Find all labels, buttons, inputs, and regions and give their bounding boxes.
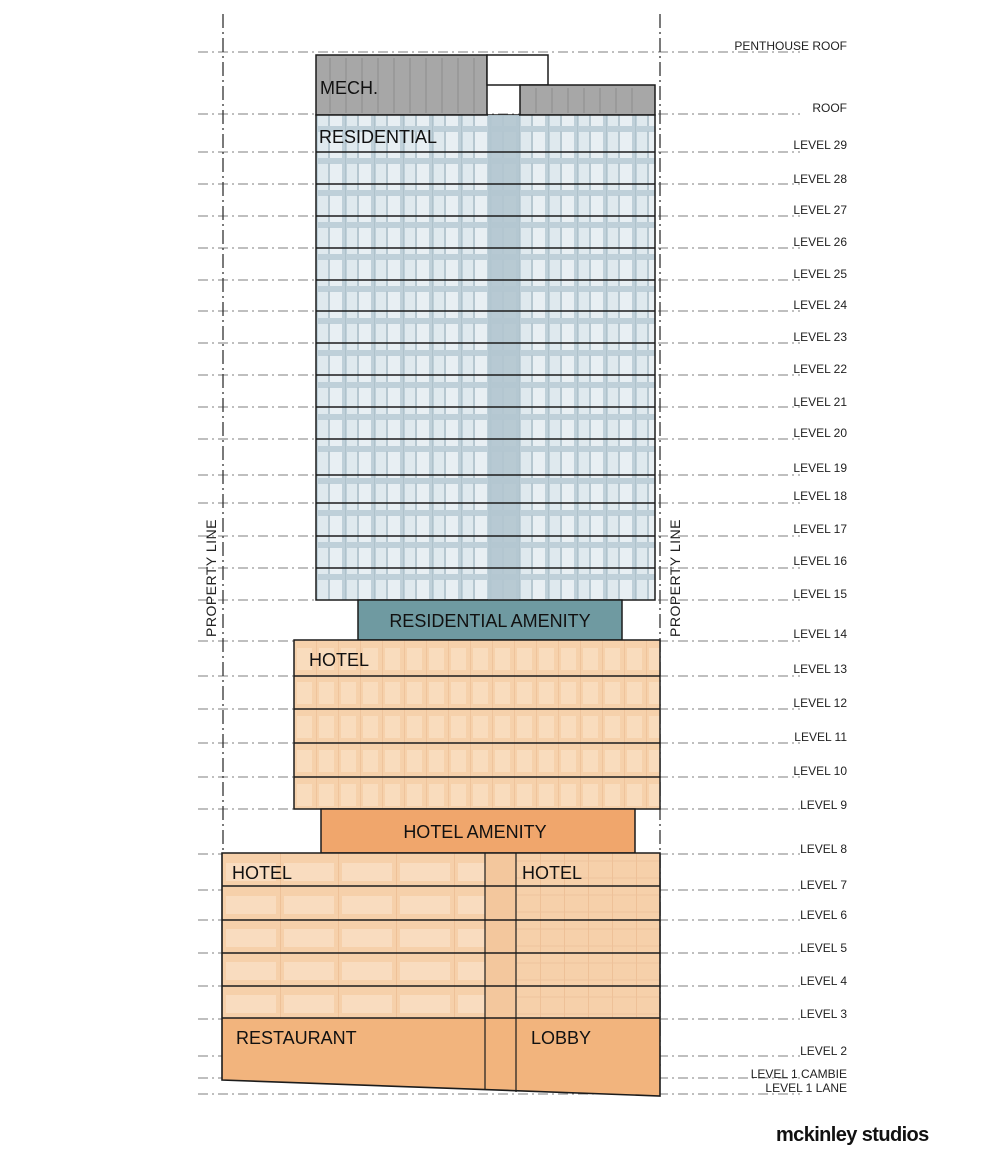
zone-label-mech: MECH.: [320, 78, 378, 98]
level-label-level-14: LEVEL 14: [793, 627, 847, 641]
level-label-level-6: LEVEL 6: [800, 908, 847, 922]
level-label-level-11: LEVEL 11: [794, 730, 847, 744]
residential-tower: [316, 115, 655, 600]
zone-label-hotel-amenity: HOTEL AMENITY: [403, 822, 547, 842]
level-label-level-21: LEVEL 21: [793, 395, 847, 409]
level-label-level-17: LEVEL 17: [793, 522, 847, 536]
zone-label-hotel-lower-right: HOTEL: [522, 863, 583, 883]
level-label-level-20: LEVEL 20: [793, 426, 847, 440]
level-label-level-29: LEVEL 29: [793, 138, 847, 152]
zone-label-residential-amenity: RESIDENTIAL AMENITY: [389, 611, 591, 631]
level-label-level-19: LEVEL 19: [793, 461, 847, 475]
property-line-label-left: PROPERTY LINE: [203, 518, 219, 637]
level-label-level-28: LEVEL 28: [793, 172, 847, 186]
level-label-level-9: LEVEL 9: [800, 798, 847, 812]
level-label-level-7: LEVEL 7: [800, 878, 847, 892]
brand-wordmark: mckinley studios: [776, 1124, 929, 1146]
level-label-level-2: LEVEL 2: [800, 1044, 847, 1058]
podium-core-strip: [485, 853, 516, 1018]
stair-overrun: [487, 55, 548, 85]
zone-label-residential: RESIDENTIAL: [319, 127, 438, 147]
residential-core-strip: [488, 115, 519, 600]
level-label-level-4: LEVEL 4: [800, 974, 847, 988]
zone-label-restaurant: RESTAURANT: [236, 1028, 357, 1048]
level-label-level-27: LEVEL 27: [793, 203, 847, 217]
zone-label-hotel-lower-left: HOTEL: [232, 863, 293, 883]
zone-label-lobby: LOBBY: [531, 1028, 592, 1048]
level-label-level-1-cambie: LEVEL 1 CAMBIE: [750, 1067, 847, 1081]
level-label-level-16: LEVEL 16: [793, 554, 847, 568]
level-label-level-1-lane: LEVEL 1 LANE: [765, 1081, 847, 1095]
level-label-level-26: LEVEL 26: [793, 235, 847, 249]
level-label-level-25: LEVEL 25: [793, 267, 847, 281]
level-labels: [734, 39, 847, 1095]
level-label-level-18: LEVEL 18: [793, 489, 847, 503]
level-label-level-12: LEVEL 12: [793, 696, 847, 710]
level-label-roof: ROOF: [812, 101, 847, 115]
level-label-level-24: LEVEL 24: [793, 298, 847, 312]
level-label-level-15: LEVEL 15: [793, 587, 847, 601]
zone-label-hotel-upper: HOTEL: [309, 650, 370, 670]
level-label-level-5: LEVEL 5: [800, 941, 847, 955]
level-label-level-10: LEVEL 10: [793, 764, 847, 778]
property-line-label-right: PROPERTY LINE: [667, 518, 683, 637]
level-label-level-13: LEVEL 13: [793, 662, 847, 676]
level-label-level-3: LEVEL 3: [800, 1007, 847, 1021]
level-label-level-8: LEVEL 8: [800, 842, 847, 856]
level-label-level-23: LEVEL 23: [793, 330, 847, 344]
level-label-level-22: LEVEL 22: [793, 362, 847, 376]
level-label-penthouse-roof: PENTHOUSE ROOF: [734, 39, 847, 53]
mechanical-block-right: [520, 85, 655, 115]
